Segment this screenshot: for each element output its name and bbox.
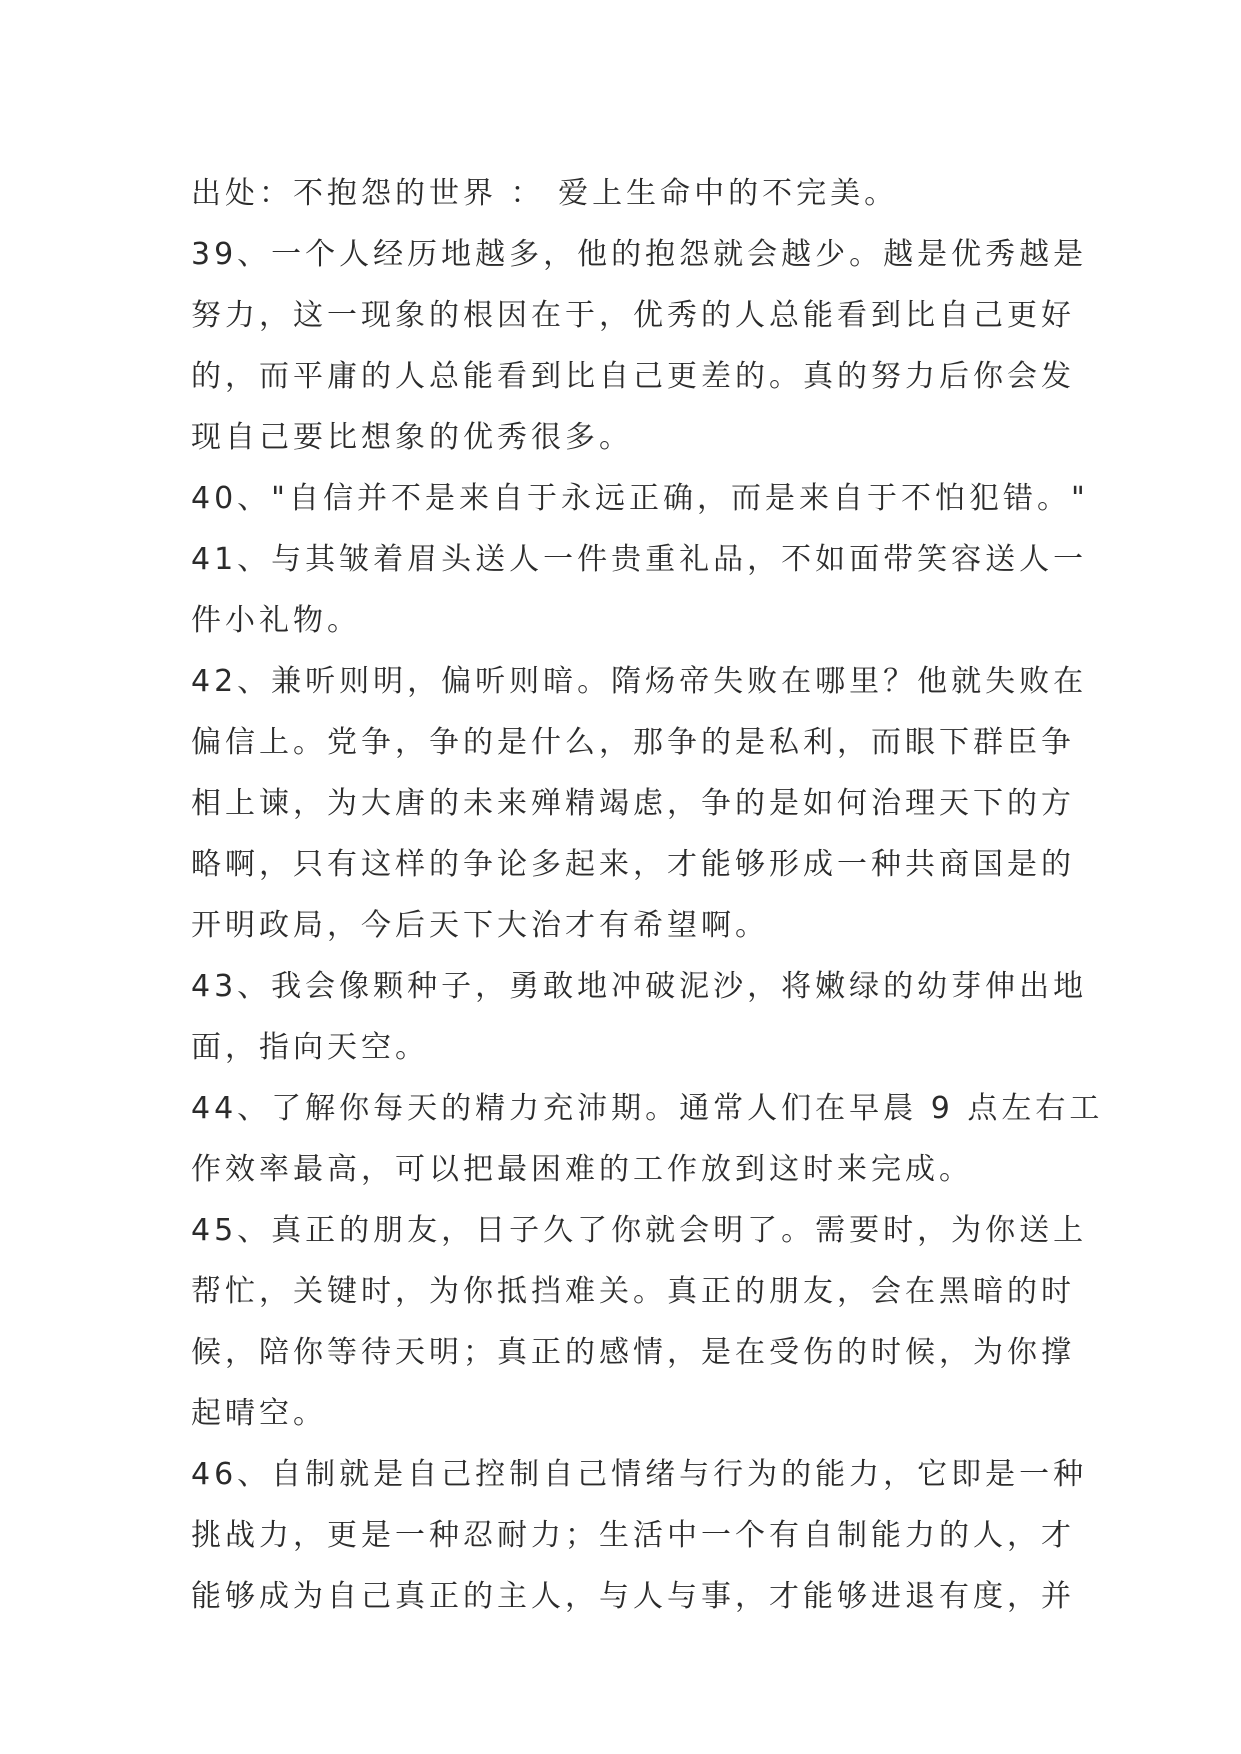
text-line: 44、了解你每天的精力充沛期。通常人们在早晨 9 点左右工 [191,1091,1104,1126]
text-line: 起晴空。 [191,1396,327,1431]
text-line: 42、兼听则明，偏听则暗。隋炀帝失败在哪里？他就失败在 [191,664,1088,699]
text-line: 偏信上。党争，争的是什么，那争的是私利，而眼下群臣争 [191,725,1075,760]
text-line: 出处：不抱怨的世界 ： 爱上生命中的不完美。 [191,176,899,211]
text-line: 候，陪你等待天明；真正的感情，是在受伤的时候，为你撑 [191,1335,1075,1370]
text-line: 45、真正的朋友，日子久了你就会明了。需要时，为你送上 [191,1213,1088,1248]
text-line: 略啊，只有这样的争论多起来，才能够形成一种共商国是的 [191,847,1075,882]
text-line: 努力，这一现象的根因在于，优秀的人总能看到比自己更好 [191,298,1075,333]
text-line: 相上谏，为大唐的未来殚精竭虑，争的是如何治理天下的方 [191,786,1075,821]
text-line: 开明政局，今后天下大治才有希望啊。 [191,908,769,943]
text-line: 43、我会像颗种子，勇敢地冲破泥沙，将嫩绿的幼芽伸出地 [191,969,1088,1004]
text-line: 能够成为自己真正的主人，与人与事，才能够进退有度，并 [191,1579,1075,1614]
text-line: 件小礼物。 [191,603,361,638]
document-body [191,163,1104,1627]
text-line: 面，指向天空。 [191,1030,429,1065]
text-line: 39、一个人经历地越多，他的抱怨就会越少。越是优秀越是 [191,237,1088,272]
text-line: 的，而平庸的人总能看到比自己更差的。真的努力后你会发 [191,359,1075,394]
text-line: 帮忙，关键时，为你抵挡难关。真正的朋友，会在黑暗的时 [191,1274,1075,1309]
text-line: 46、自制就是自己控制自己情绪与行为的能力，它即是一种 [191,1457,1088,1492]
text-line: 40、"自信并不是来自于永远正确，而是来自于不怕犯错。" [191,481,1089,516]
text-line: 现自己要比想象的优秀很多。 [191,420,633,455]
text-line: 挑战力，更是一种忍耐力；生活中一个有自制能力的人，才 [191,1518,1075,1553]
text-line: 41、与其皱着眉头送人一件贵重礼品，不如面带笑容送人一 [191,542,1088,577]
text-line: 作效率最高，可以把最困难的工作放到这时来完成。 [191,1152,973,1187]
